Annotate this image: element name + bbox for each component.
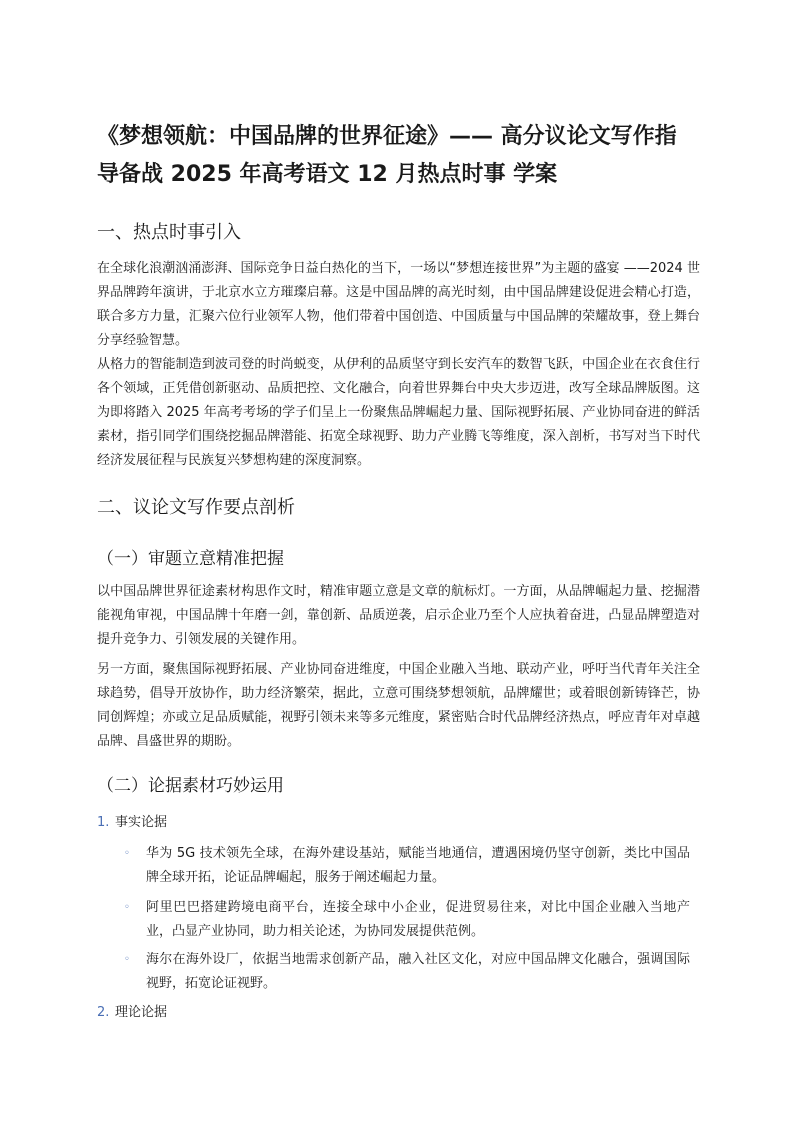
subsection-heading-2b: （二）论据素材巧妙运用 [97, 776, 284, 796]
document-title: 《梦想领航：中国品牌的世界征途》—— 高分议论文写作指导备战 2025 年高考语文 12 月热点时事 学案 [97, 124, 677, 187]
bullet-icon: ◦ [124, 902, 130, 913]
list-number: 2. [97, 1005, 110, 1020]
bullet-text: 华为 5G 技术领先全球，在海外建设基站，赋能当地通信，遭遇困境仍坚守创新，类比中国品牌全球开拓，论证品牌崛起，服务于阐述崛起力量。 [146, 846, 690, 885]
list-label: 理论论据 [115, 1005, 168, 1020]
bullet-item [124, 948, 690, 996]
bullet-icon: ◦ [124, 954, 130, 965]
bullet-icon: ◦ [124, 848, 130, 859]
paragraph-intro-2: 从格力的智能制造到波司登的时尚蜕变，从伊利的品质坚守到长安汽车的数智飞跃，中国企业在衣食住行各个领域，正凭借创新驱动、品质把控、文化融合，向着世界舞台中央大步迈进，改写全球品牌版图。这为即将踏入 2025 年高考考场的学子们呈上一份聚焦品牌崛起力量、国际视野拓展、产业协同奋进的鲜活素材，指引同学们围绕挖掘品牌潜能、拓宽全球视野、助力产业腾飞等维度，深入剖析，书写对当下时代经济发展征程与民族复兴梦想构建的深度洞察。 [97, 357, 700, 468]
bullet-text: 海尔在海外设厂，依据当地需求创新产品，融入社区文化，对应中国品牌文化融合，强调国际视野，拓宽论证视野。 [146, 952, 690, 991]
list-item-theory-evidence [97, 1002, 167, 1024]
bullet-text: 阿里巴巴搭建跨境电商平台，连接全球中小企业，促进贸易往来，对比中国企业融入当地产业，凸显产业协同，助力相关论述，为协同发展提供范例。 [146, 900, 690, 939]
paragraph-intro-1: 在全球化浪潮汹涌澎湃、国际竞争日益白热化的当下，一场以“梦想连接世界”为主题的盛宴 ——2024 世界品牌跨年演讲，于北京水立方璀璨启幕。这是中国品牌的高光时刻，由中国品牌建设促进会精心打造，联合多方力量，汇聚六位行业领军人物，他们带着中国创造、中国质量与中国品牌的荣耀故事，登上舞台分享经验智慧。 [97, 261, 700, 348]
section-heading-1: 一、热点时事引入 [97, 222, 241, 243]
section-heading-2: 二、议论文写作要点剖析 [97, 497, 295, 518]
list-item-fact-evidence [97, 812, 167, 834]
list-label: 事实论据 [115, 815, 168, 830]
bullet-item [124, 842, 690, 890]
paragraph-topic-2: 另一方面，聚焦国际视野拓展、产业协同奋进维度，中国企业融入当地、联动产业，呼吁当代青年关注全球趋势，倡导开放协作，助力经济繁荣，据此，立意可围绕梦想领航，品牌耀世；或着眼创新铸锋芒，协同创辉煌；亦或立足品质赋能，视野引领未来等多元维度，紧密贴合时代品牌经济热点，呼应青年对卓越品牌、昌盛世界的期盼。 [97, 662, 700, 749]
subsection-heading-2a: （一）审题立意精准把握 [97, 549, 284, 569]
paragraph-topic-1: 以中国品牌世界征途素材构思作文时，精准审题立意是文章的航标灯。一方面，从品牌崛起力量、挖掘潜能视角审视，中国品牌十年磨一剑，靠创新、品质逆袭，启示企业乃至个人应执着奋进，凸显品牌塑造对提升竞争力、引领发展的关键作用。 [97, 584, 700, 647]
bullet-item [124, 896, 690, 944]
list-number: 1. [97, 815, 110, 830]
